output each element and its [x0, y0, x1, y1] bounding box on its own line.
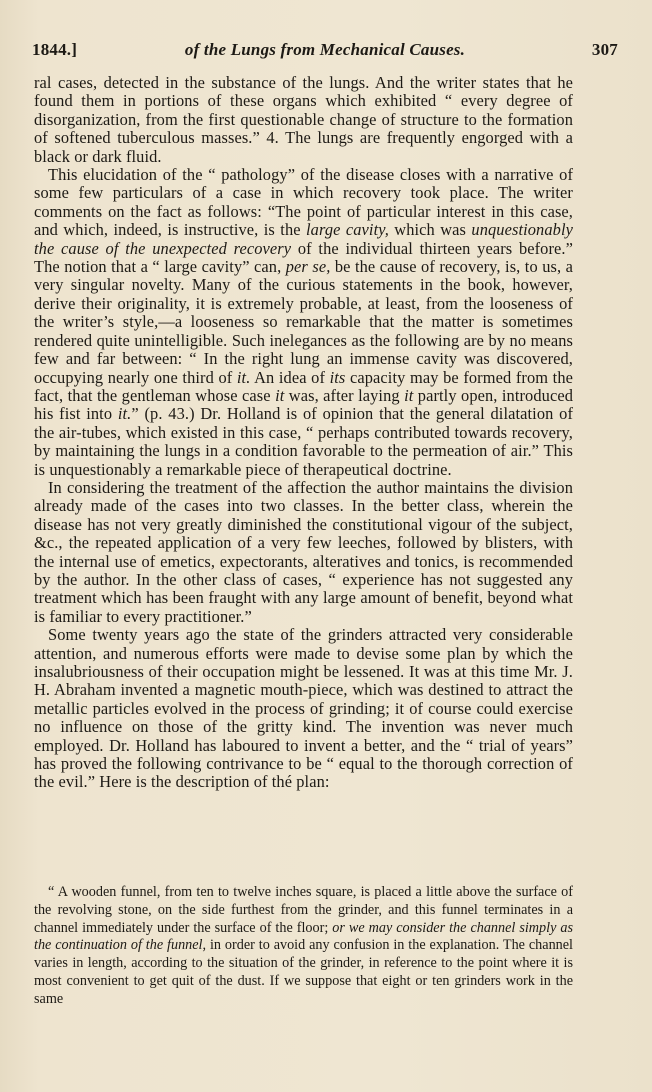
- italic-text: it: [275, 385, 285, 405]
- quote-paragraph: [34, 884, 573, 1009]
- text-run: partly open, introduced his fist into: [34, 385, 573, 424]
- italic-text: it.: [117, 404, 132, 424]
- block-quote: [34, 884, 573, 1009]
- italic-text: it: [404, 385, 414, 405]
- running-header: [32, 40, 618, 62]
- paragraph: [34, 166, 573, 479]
- body-text: [34, 74, 573, 792]
- italic-text: unquestionably the cause of the unexpected recovery: [34, 220, 573, 258]
- header-year: 1844.]: [32, 40, 78, 59]
- text-run: which was: [388, 220, 472, 240]
- text-run: in order to avoid any confusion in the explanation. The channel varies in length, according to the situation of the grinder, in reference to the point where it is most convenient to get quit of the dust. If we suppose that eight or ten grinders work in the same: [34, 937, 573, 1007]
- text-run: was, after laying: [284, 385, 405, 405]
- text-run: capacity may be formed from the fact, that the gentleman whose case: [34, 367, 573, 405]
- italic-text: per se,: [285, 257, 331, 277]
- paragraph: [34, 479, 573, 626]
- text-run: of the individual thirteen years before.” The notion that a “ large cavity” can,: [34, 238, 573, 277]
- text-run: Some twenty years ago the state of the grinders attracted very considerable attention, and numerous efforts were made to devise some plan by which the insalubriousness of their occupation might be lessened. It was at this time Mr. J. H. Abraham invented a magnetic mouth-piece, which was destined to attract the metallic particles evolved in the process of grinding; it of course could exercise no influence on those of the gritty kind. The invention was never much employed. Dr. Holland has laboured to invent a better, and the “ trial of years” has proved the following contrivance to be “ equal to the thorough correction of the evil.” Here is the description of thé plan:: [34, 625, 573, 792]
- text-run: “ A wooden funnel, from ten to twelve inches square, is placed a little above the surface of the revolving stone, on the side furthest from the grinder, and this funnel terminates in a channel immediately under the surface of the floor;: [34, 884, 573, 936]
- text-run: ” (p. 43.) Dr. Holland is of opinion that the general dilatation of the air-tubes, which existed in this case, “ perhaps contributed towards recovery, by maintaining the lungs in a condition favorable to the permeation of air.” This is unquestionably a remarkable piece of therapeutical doctrine.: [34, 404, 573, 479]
- header-title: of the Lungs from Mechanical Causes.: [184, 40, 466, 59]
- italic-text: or we may consider the channel simply as the continuation of the funnel,: [34, 919, 574, 954]
- text-run: be the cause of recovery, is, to us, a very singular novelty. Many of the curious statements in the book, however, derive their originality, it is extremely probable, at least, from the looseness of the writer’s style,—a looseness so remarkable that the matter is sometimes rendered quite unintelligible. Such inelegances as the following are by no means few and far between: “ In the right lung an immense cavity was discovered, occupying nearly one third of: [34, 257, 573, 387]
- text-run: ral cases, detected in the substance of the lungs. And the writer states that he found them in portions of these organs which exhibited “ every degree of disorganization, from the first questionable change of structure to the formation of softened tuberculous masses.” 4. The lungs are frequently engorged with a black or dark fluid.: [34, 73, 573, 166]
- paragraph: [34, 74, 573, 166]
- paragraph: [34, 626, 573, 792]
- text-run: In considering the treatment of the affection the author maintains the division already made of the cases into two classes. In the better class, wherein the disease has not very greatly diminished the constitutional vigour of the subject, &c., the repeated application of a very few leeches, followed by blisters, with the internal use of emetics, expectorants, alteratives and tonics, is recommended by the author. In the other class of cases, “ experience has not suggested any treatment which has been fraught with any large amount of benefit, beyond what is familiar to every practitioner.”: [34, 477, 573, 626]
- italic-text: it.: [236, 367, 251, 387]
- text-run: This elucidation of the “ pathology” of the disease closes with a narrative of some few particulars of a case in which recovery took place. The writer comments on the fact as follows: “The point of particular interest in this case, and which, indeed, is instructive, is the: [34, 165, 573, 240]
- italic-text: its: [329, 367, 346, 387]
- italic-text: large cavity,: [306, 220, 389, 240]
- page-number: 307: [591, 40, 618, 59]
- text-run: An idea of: [250, 367, 330, 387]
